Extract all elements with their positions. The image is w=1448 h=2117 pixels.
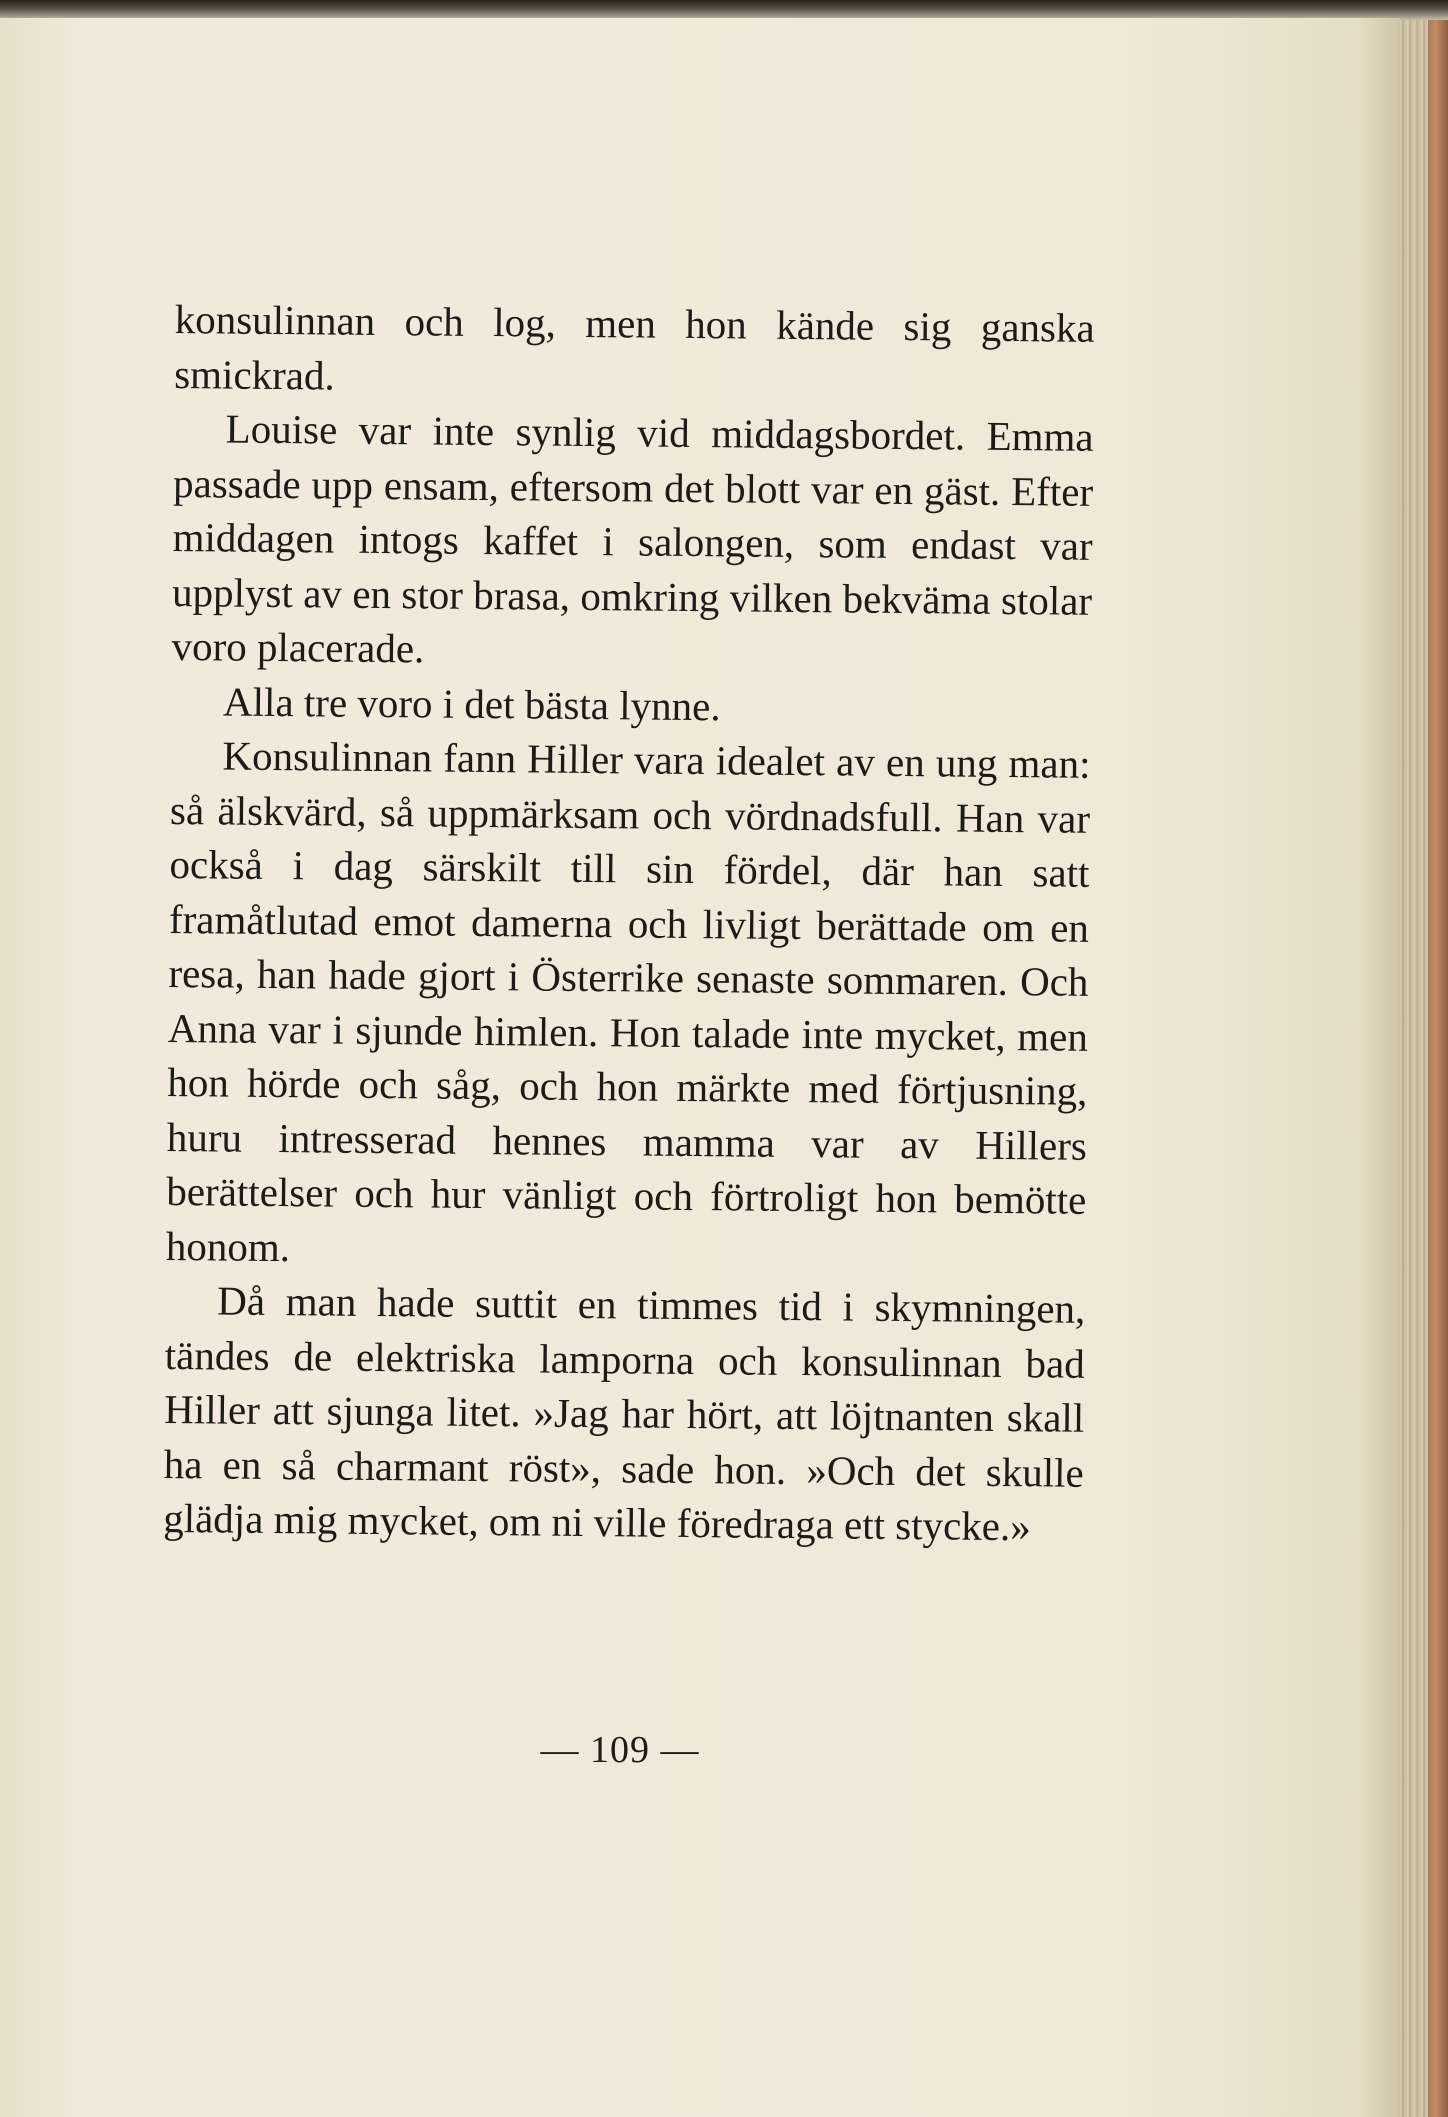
cover-binding bbox=[1428, 20, 1448, 2117]
paragraph-1: konsulinnan och log, men hon kände sig ganska smickrad. bbox=[173, 295, 1095, 399]
body-text bbox=[163, 292, 1095, 1554]
paragraph-5: Då man hade suttit en timmes tid i skymningen, tändes de elektriska lamporna och konsulinnan bad Hiller att sjunga litet. »Jag har hört, att löjtnanten skall ha en så charmant röst», sade hon. »Och det skulle glädja mig mycket, om ni ville föredraga ett stycke.» bbox=[163, 1277, 1086, 1550]
paragraph-2: Louise var inte synlig vid middagsbordet. Emma passade upp ensam, eftersom det blott var en gäst. Efter middagen intogs kaffet i salongen, som endast var upplyst av en stor brasa, omkring vilken bekväma stolar voro placerade. bbox=[171, 405, 1094, 672]
paragraph-3: Alla tre voro i det bästa lynne. bbox=[222, 677, 721, 729]
page-number: — 109 — bbox=[540, 1729, 700, 1771]
paragraph-4: Konsulinnan fann Hiller vara idealet av en ung man: så älskvärd, så uppmärksam och vördnadsfull. Han var också i dag särskilt till sin fördel, där han satt framåtlutad emot damerna och livligt berättade om en resa, han hade gjort i Österrike senaste sommaren. Och Anna var i sjunde himlen. Hon talade inte mycket, men hon hörde och såg, och hon märkte med förtjusning, huru intresserad hennes mamma var av Hillers berättelser och hur vänligt och förtroligt hon bemötte honom. bbox=[165, 732, 1091, 1270]
